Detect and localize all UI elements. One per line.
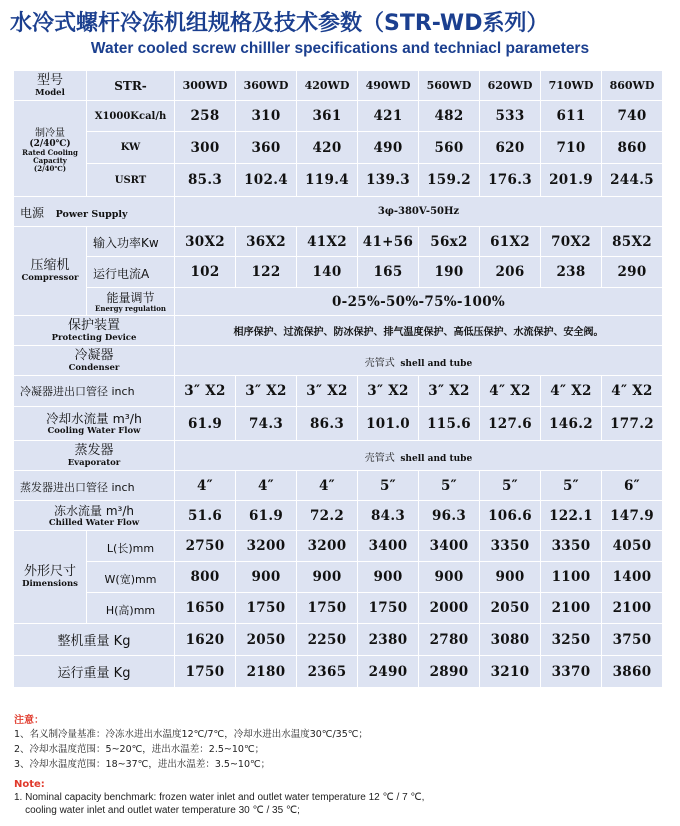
value-cell: 6″: [602, 471, 663, 501]
power-supply-label-en: Power Supply: [55, 209, 128, 220]
capacity-label-en: Rated Cooling Capacity: [22, 148, 78, 165]
cooling-water-row: [14, 407, 663, 441]
cooling-water-label-cn: 冷却水流量 m³/h: [46, 411, 142, 426]
evaporator-pipe-label-text: 蒸发器进出口管径 inch: [20, 481, 135, 494]
model-name: 490WD: [358, 71, 419, 101]
value-cell: 900: [419, 562, 480, 593]
model-label-cn: 型号: [36, 72, 63, 88]
value-cell: 3860: [602, 656, 663, 688]
cooling-water-label: [14, 407, 175, 441]
model-name: 560WD: [419, 71, 480, 101]
value-cell: 420: [297, 132, 358, 164]
dimension-label-text: L(长)mm: [106, 541, 155, 555]
evaporator-label-cell: [14, 441, 175, 471]
value-cell: 4″: [236, 471, 297, 501]
value-cell: 3″ X2: [175, 376, 236, 407]
value-cell: 176.3: [480, 164, 541, 197]
chilled-water-label: [14, 501, 175, 531]
energy-regulation-label: [87, 288, 175, 316]
capacity-row: [14, 101, 663, 132]
value-cell: 5″: [480, 471, 541, 501]
value-cell: 1100: [541, 562, 602, 593]
protecting-value: 相序保护、过流保护、防冰保护、排气温度保护、高低压保护、水流保护、安全阀。: [175, 316, 663, 346]
model-name: 620WD: [480, 71, 541, 101]
value-cell: 533: [480, 101, 541, 132]
value-cell: 900: [236, 562, 297, 593]
value-cell: 2490: [358, 656, 419, 688]
value-cell: 300: [175, 132, 236, 164]
value-cell: 2050: [236, 624, 297, 656]
input-power-label-text: 输入功率Kw: [93, 236, 159, 250]
note-line: 3、冷却水温度范围：18~37℃，进出水温差：3.5~10℃；: [14, 759, 271, 770]
value-cell: 36X2: [236, 227, 297, 257]
value-cell: 51.6: [175, 501, 236, 531]
value-cell: 710: [541, 132, 602, 164]
value-cell: 310: [236, 101, 297, 132]
value-cell: 106.6: [480, 501, 541, 531]
value-cell: 900: [480, 562, 541, 593]
running-weight-label: [14, 656, 175, 688]
unit-weight-label: [14, 624, 175, 656]
value-cell: 5″: [358, 471, 419, 501]
value-cell: 1750: [297, 593, 358, 624]
evaporator-label-en: Evaporator: [67, 457, 121, 468]
unit-weight-row: [14, 624, 663, 656]
dimension-label: [87, 562, 175, 593]
running-weight-row: [14, 656, 663, 688]
value-cell: 2365: [297, 656, 358, 688]
capacity-row: [14, 164, 663, 197]
value-cell: 206: [480, 257, 541, 288]
value-cell: 61.9: [236, 501, 297, 531]
evaporator-value-en: shell and tube: [400, 454, 473, 464]
value-cell: 490: [358, 132, 419, 164]
capacity-unit: KW: [87, 132, 175, 164]
value-cell: 800: [175, 562, 236, 593]
value-cell: 5″: [419, 471, 480, 501]
value-cell: 1750: [358, 593, 419, 624]
value-cell: 1750: [175, 656, 236, 688]
notes-title-en: Note:: [14, 779, 45, 790]
value-cell: 360: [236, 132, 297, 164]
protecting-label-cell: [14, 316, 175, 346]
value-cell: 290: [602, 257, 663, 288]
value-cell: 30X2: [175, 227, 236, 257]
value-cell: 244.5: [602, 164, 663, 197]
value-cell: 1750: [236, 593, 297, 624]
energy-regulation-label-cn: 能量调节: [106, 290, 155, 305]
dimension-label-text: H(高)mm: [105, 603, 156, 617]
value-cell: 159.2: [419, 164, 480, 197]
compressor-label-cell: [14, 227, 87, 316]
value-cell: 1650: [175, 593, 236, 624]
value-cell: 3750: [602, 624, 663, 656]
value-cell: 119.4: [297, 164, 358, 197]
model-label-cell: [14, 71, 87, 101]
condenser-pipe-row: [14, 376, 663, 407]
value-cell: 165: [358, 257, 419, 288]
value-cell: 3370: [541, 656, 602, 688]
condenser-label-cn: 冷凝器: [74, 347, 114, 363]
capacity-label-cell: [14, 101, 87, 197]
value-cell: 74.3: [236, 407, 297, 441]
cooling-water-label-en: Cooling Water Flow: [47, 426, 141, 436]
energy-regulation-value: 0-25%-50%-75%-100%: [175, 288, 663, 316]
value-cell: 4″: [175, 471, 236, 501]
evaporator-pipe-label: [14, 471, 175, 501]
value-cell: 122: [236, 257, 297, 288]
power-supply-label-cell: [14, 197, 175, 227]
value-cell: 96.3: [419, 501, 480, 531]
value-cell: 3″ X2: [297, 376, 358, 407]
input-power-label: [87, 227, 175, 257]
evaporator-value: [175, 441, 663, 471]
power-supply-row: [14, 197, 663, 227]
condenser-value-en: shell and tube: [400, 359, 473, 369]
value-cell: 3200: [297, 531, 358, 562]
value-cell: 2890: [419, 656, 480, 688]
condenser-value: [175, 346, 663, 376]
value-cell: 2100: [602, 593, 663, 624]
compressor-current-row: [14, 257, 663, 288]
value-cell: 84.3: [358, 501, 419, 531]
protecting-label-cn: 保护装置: [67, 317, 120, 333]
value-cell: 2100: [541, 593, 602, 624]
value-cell: 61X2: [480, 227, 541, 257]
notes-section: [14, 714, 674, 817]
value-cell: 61.9: [175, 407, 236, 441]
running-current-label-text: 运行电流A: [93, 266, 150, 281]
value-cell: 3350: [480, 531, 541, 562]
compressor-label-cn: 压缩机: [30, 258, 70, 273]
value-cell: 102.4: [236, 164, 297, 197]
note-line: 2、冷却水温度范围：5~20℃，进出水温差：2.5~10℃；: [14, 744, 265, 755]
dimensions-label-cn: 外形尺寸: [23, 564, 76, 579]
value-cell: 146.2: [541, 407, 602, 441]
value-cell: 2250: [297, 624, 358, 656]
value-cell: 4″ X2: [541, 376, 602, 407]
note-line: 1、名义制冷量基准：冷冻水进出水温度12℃/7℃，冷却水进出水温度30℃/35℃；: [14, 729, 368, 740]
model-label-en: Model: [35, 87, 65, 98]
power-supply-value: 3φ-380V-50Hz: [175, 197, 663, 227]
value-cell: 1620: [175, 624, 236, 656]
value-cell: 3200: [236, 531, 297, 562]
value-cell: 72.2: [297, 501, 358, 531]
compressor-input-row: [14, 227, 663, 257]
model-name: 710WD: [541, 71, 602, 101]
condenser-label-en: Condenser: [68, 362, 120, 373]
value-cell: 3250: [541, 624, 602, 656]
value-cell: 3350: [541, 531, 602, 562]
chilled-water-label-cn: 冻水流量 m³/h: [54, 503, 134, 518]
dimension-label: [87, 531, 175, 562]
energy-regulation-label-en: Energy regulation: [95, 303, 166, 313]
value-cell: 2000: [419, 593, 480, 624]
value-cell: 620: [480, 132, 541, 164]
value-cell: 127.6: [480, 407, 541, 441]
note-line-en: cooling water inlet and outlet water temperature 30 ℃ / 35 ℃;: [14, 805, 300, 816]
value-cell: 85.3: [175, 164, 236, 197]
model-name: 300WD: [175, 71, 236, 101]
evaporator-label-cn: 蒸发器: [74, 442, 114, 458]
value-cell: 5″: [541, 471, 602, 501]
capacity-row: [14, 132, 663, 164]
condenser-value-cn: 壳管式: [364, 358, 395, 369]
value-cell: 122.1: [541, 501, 602, 531]
value-cell: 201.9: [541, 164, 602, 197]
note-line-en: 1. Nominal capacity benchmark: frozen water inlet and outlet water temperature 12 ℃ / 7 ℃,: [14, 792, 425, 803]
dimensions-label-cell: [14, 531, 87, 624]
evaporator-row: [14, 441, 663, 471]
dimension-label-text: W(宽)mm: [104, 572, 157, 586]
value-cell: 41X2: [297, 227, 358, 257]
value-cell: 139.3: [358, 164, 419, 197]
value-cell: 2780: [419, 624, 480, 656]
value-cell: 4″: [297, 471, 358, 501]
value-cell: 147.9: [602, 501, 663, 531]
page-subtitle: Water cooled screw chilller specifications and techniacl parameters: [90, 40, 590, 57]
condenser-pipe-label-text: 冷凝器进出口管径 inch: [20, 385, 135, 398]
value-cell: 56x2: [419, 227, 480, 257]
chilled-water-row: [14, 501, 663, 531]
unit-weight-label-text: 整机重量 Kg: [57, 634, 131, 649]
value-cell: 85X2: [602, 227, 663, 257]
value-cell: 421: [358, 101, 419, 132]
value-cell: 3″ X2: [236, 376, 297, 407]
value-cell: 860: [602, 132, 663, 164]
dimension-label: [87, 593, 175, 624]
value-cell: 115.6: [419, 407, 480, 441]
value-cell: 900: [297, 562, 358, 593]
value-cell: 482: [419, 101, 480, 132]
condenser-row: [14, 346, 663, 376]
value-cell: 3″ X2: [358, 376, 419, 407]
value-cell: 3400: [419, 531, 480, 562]
running-weight-label-text: 运行重量 Kg: [57, 666, 131, 681]
spec-table: [13, 70, 663, 688]
value-cell: 740: [602, 101, 663, 132]
capacity-label-cn: 制冷量: [35, 128, 65, 139]
condenser-pipe-label: [14, 376, 175, 407]
value-cell: 101.0: [358, 407, 419, 441]
evaporator-pipe-row: [14, 471, 663, 501]
running-current-label: [87, 257, 175, 288]
model-name: 860WD: [602, 71, 663, 101]
capacity-label-cond: (2/40℃): [29, 139, 71, 149]
notes-title-cn: 注意：: [14, 715, 44, 726]
value-cell: 140: [297, 257, 358, 288]
value-cell: 361: [297, 101, 358, 132]
value-cell: 900: [358, 562, 419, 593]
condenser-label-cell: [14, 346, 175, 376]
dimension-row: [14, 593, 663, 624]
capacity-unit: USRT: [87, 164, 175, 197]
value-cell: 3400: [358, 531, 419, 562]
protecting-label-en: Protecting Device: [51, 332, 137, 343]
value-cell: 258: [175, 101, 236, 132]
value-cell: 3″ X2: [419, 376, 480, 407]
value-cell: 41+56: [358, 227, 419, 257]
protecting-row: [14, 316, 663, 346]
value-cell: 70X2: [541, 227, 602, 257]
compressor-label-en: Compressor: [21, 273, 79, 283]
model-name: 420WD: [297, 71, 358, 101]
chilled-water-label-en: Chilled Water Flow: [48, 517, 140, 528]
value-cell: 177.2: [602, 407, 663, 441]
value-cell: 2180: [236, 656, 297, 688]
value-cell: 2380: [358, 624, 419, 656]
value-cell: 3210: [480, 656, 541, 688]
value-cell: 86.3: [297, 407, 358, 441]
value-cell: 4″ X2: [602, 376, 663, 407]
value-cell: 102: [175, 257, 236, 288]
value-cell: 560: [419, 132, 480, 164]
model-name: 360WD: [236, 71, 297, 101]
dimension-row: [14, 562, 663, 593]
value-cell: 4050: [602, 531, 663, 562]
value-cell: 190: [419, 257, 480, 288]
value-cell: 2750: [175, 531, 236, 562]
dimensions-label-en: Dimensions: [22, 579, 78, 589]
value-cell: 3080: [480, 624, 541, 656]
capacity-label-en-cond: (2/40℃): [33, 164, 67, 173]
evaporator-value-cn: 壳管式: [364, 453, 395, 464]
dimension-row: [14, 531, 663, 562]
page-title: 水冷式螺杆冷冻机组规格及技术参数（STR-WD系列）: [10, 11, 549, 36]
value-cell: 1400: [602, 562, 663, 593]
header-row: [14, 71, 663, 101]
value-cell: 611: [541, 101, 602, 132]
value-cell: 4″ X2: [480, 376, 541, 407]
value-cell: 2050: [480, 593, 541, 624]
capacity-unit: X1000Kcal/h: [87, 101, 175, 132]
power-supply-label-cn: 电源: [20, 206, 45, 220]
energy-regulation-row: [14, 288, 663, 316]
model-prefix: STR-: [87, 71, 175, 101]
value-cell: 238: [541, 257, 602, 288]
